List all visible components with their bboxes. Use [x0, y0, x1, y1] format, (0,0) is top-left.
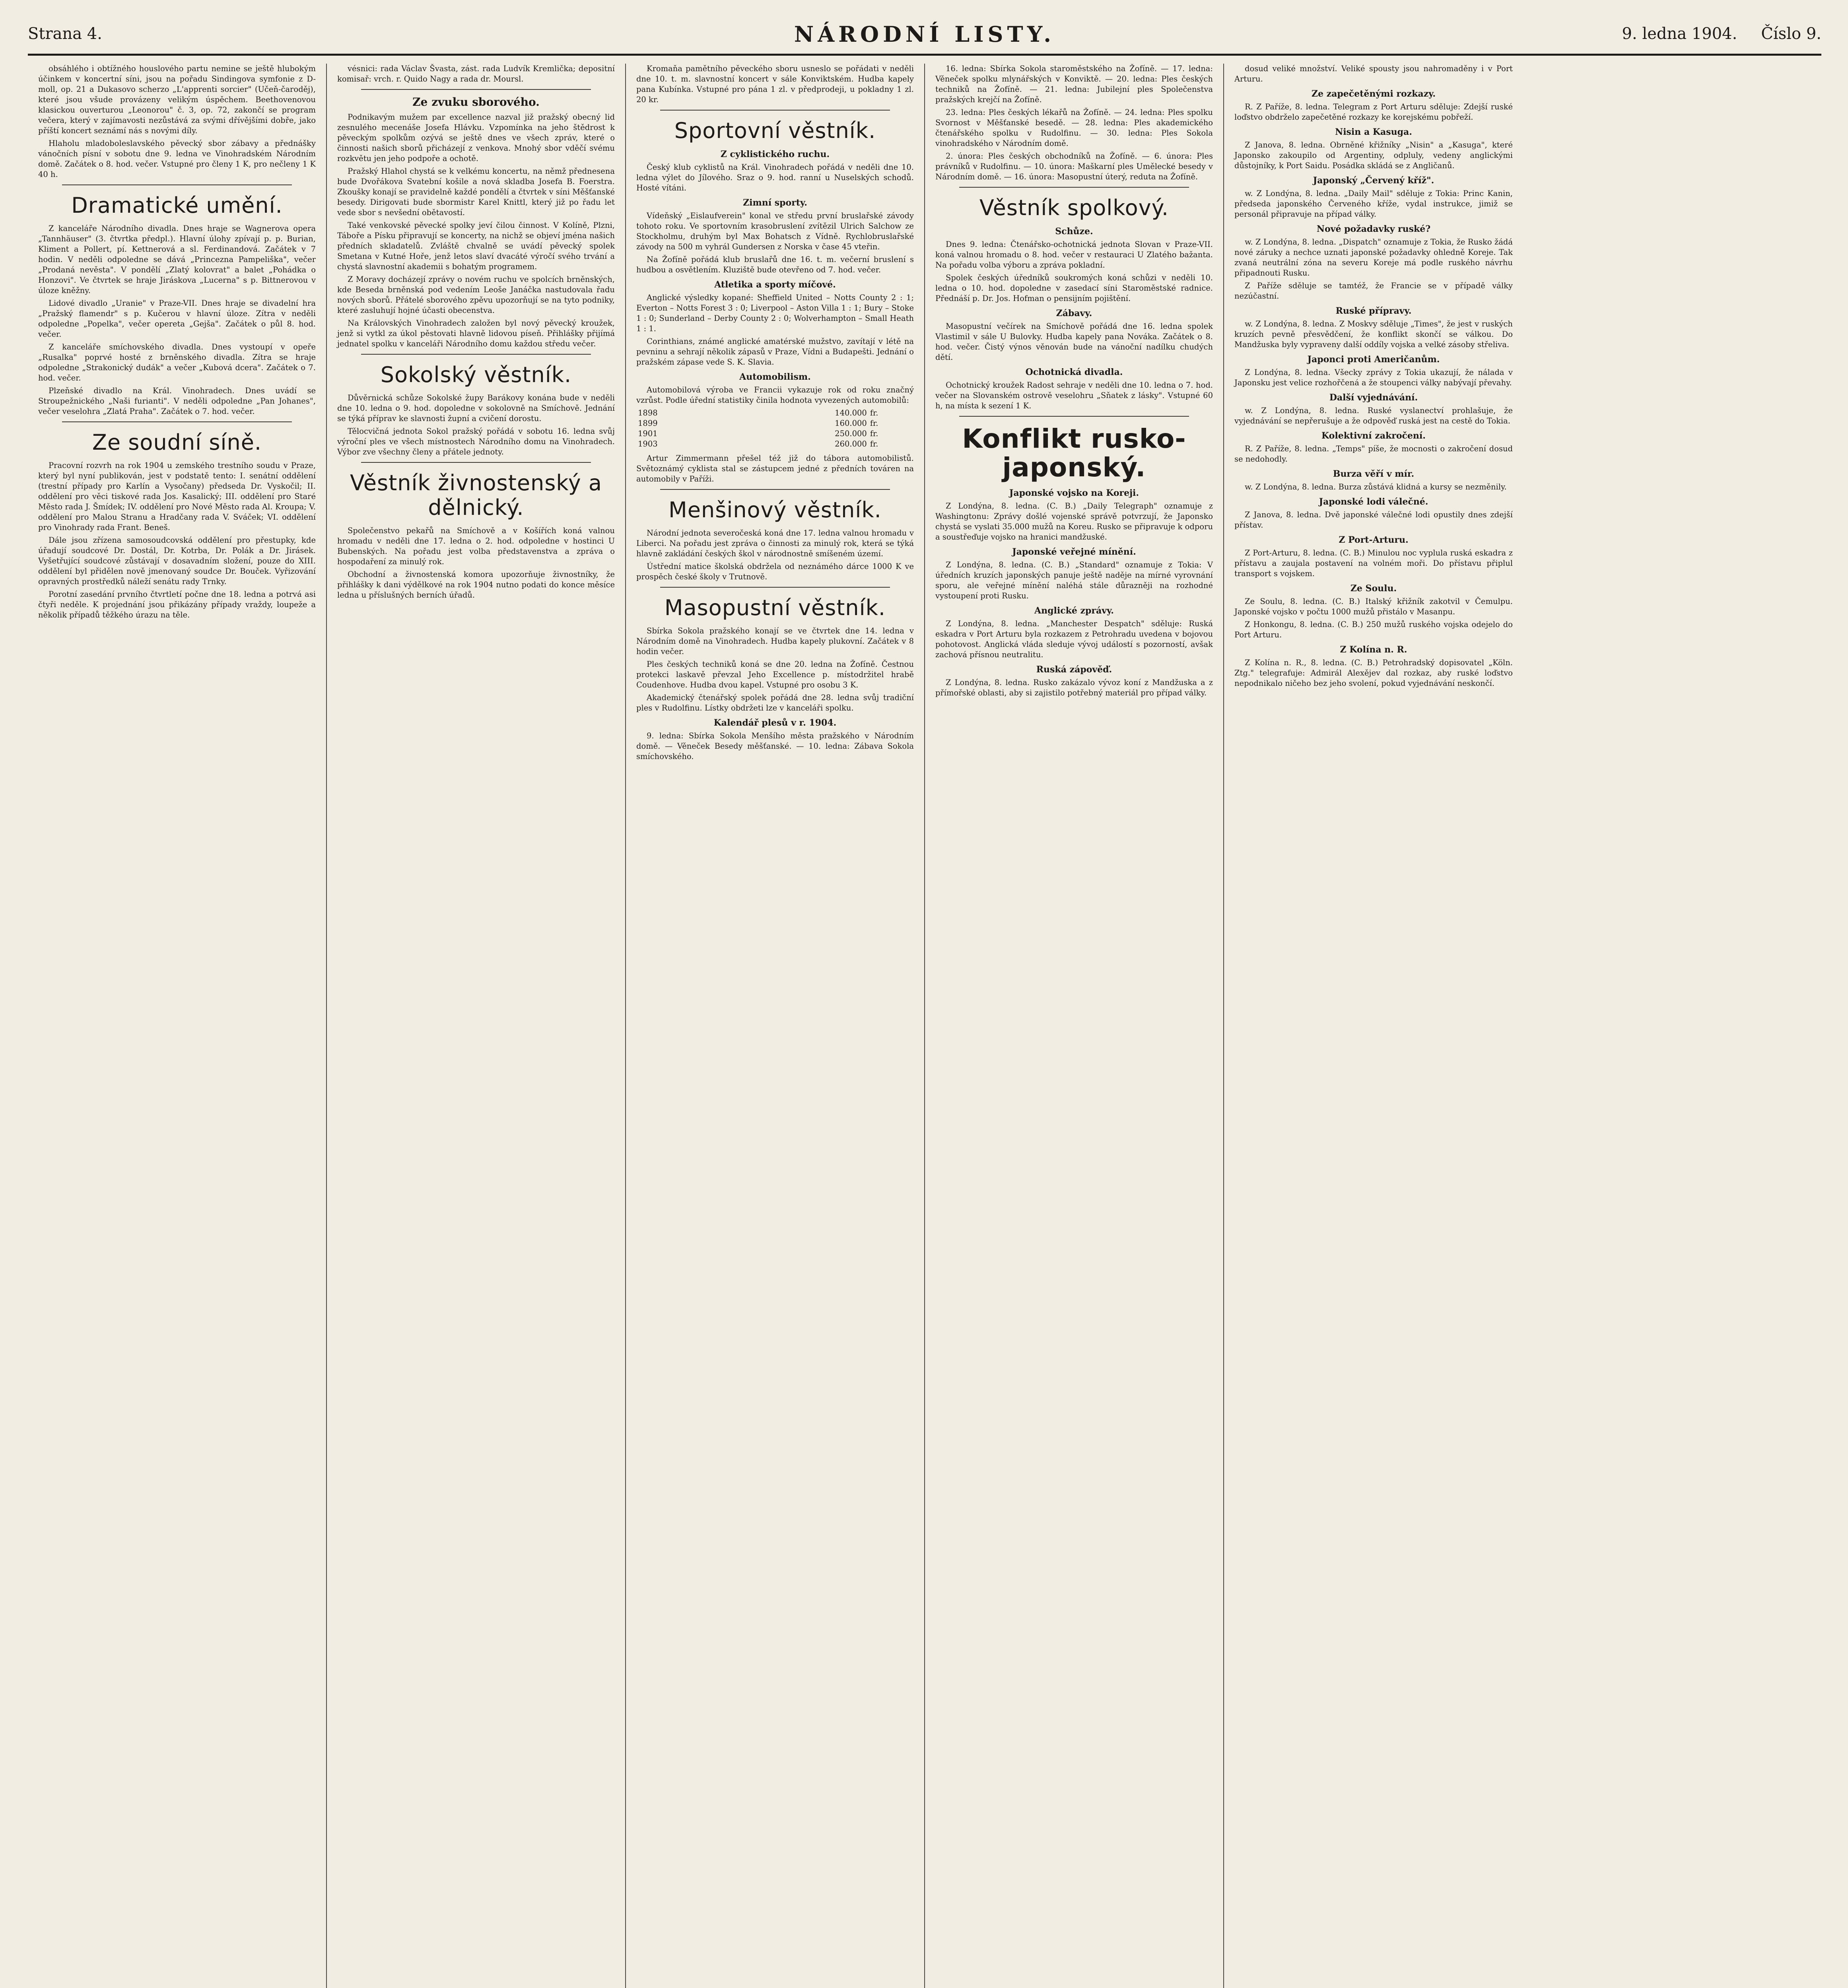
paragraph: Ochotnický kroužek Radost sehraje v neděli dne 10. ledna o 7. hod. večer na Slovanském ostrově veselohru „Sňatek z lásky". Vstupné 60 h, na místa k sezení 1 K.: [935, 381, 1213, 410]
subheading: Anglické zprávy.: [1034, 606, 1114, 616]
table-cell: 1899: [638, 419, 658, 428]
column-1: [28, 64, 327, 1988]
masthead: [28, 16, 1821, 56]
divider: [62, 184, 292, 185]
paragraph: w. Z Londýna, 8. ledna. „Daily Mail" sděluje z Tokia: Princ Kanin, předseda japonského Červeného kříže, vydal instrukce, jimiž se personál připravuje na případ války.: [1234, 189, 1513, 219]
subheading: Zábavy.: [1056, 308, 1092, 318]
subheading: Ochotnická divadla.: [1025, 367, 1123, 377]
subheading: Ruské přípravy.: [1335, 306, 1412, 316]
paragraph: 9. ledna: Sbírka Sokola Menšího města pražského v Národním domě. — Věneček Besedy měšťanské. — 10. ledna: Zábava Sokola smíchovského.: [636, 731, 914, 761]
subheading: Zimní sporty.: [743, 198, 807, 208]
subheading: Ze zapečetěnými rozkazy.: [1311, 89, 1436, 99]
paragraph: w. Z Londýna, 8. ledna. Z Moskvy sděluje „Times", že jest v ruských kruzích pevně přesvědčení, že konflikt skončí se válkou. Do Mandžuska byly vypraveny další oddíly vojska a velké zásoby střeliva.: [1234, 319, 1513, 349]
divider: [660, 110, 890, 111]
paragraph: Anglické výsledky kopané: Sheffield United – Notts County 2 : 1; Everton – Notts Forest 3 : 0; Liverpool – Aston Villa 1 : 1; Bury – Stoke 1 : 0; Sunderland – Derby County 2 : 0; Wolverhampton – Small Heath 1 : 1.: [636, 293, 914, 333]
paragraph: obsáhlého i obtížného houslového partu nemine se ještě hlubokým účinkem v koncertní síni, jsou na pořadu Sindingova symfonie z D-moll, op. 21 a Dukasovo scherzo „L'apprenti sorcier" (Učeň-čaroděj), které jsou všude provázeny velikým úspěchem. Beethovenovou klasickou ouverturou „Leonorou" č. 3, op. 72, zakončí se program večera, který v zajímavosti nezůstává za svými dřívějšími dobře, jako příští koncert seznámí nás s novými díly.: [38, 64, 316, 135]
subheading: Ruská zápověď.: [1036, 664, 1112, 675]
subheading: Schůze.: [1055, 226, 1093, 237]
table-cell: 1903: [638, 439, 658, 448]
subheading: Atletika a sporty míčové.: [714, 280, 836, 290]
paragraph: Dále jsou zřízena samosoudcovská oddělení pro přestupky, kde úřadují soudcové Dr. Dostál, Dr. Kotrba, Dr. Polák a Dr. Jirásek. Vyšetřující soudcové zůstávají v dosavadním složení, pouze do XIII. oddělení byl přidělen nově jmenovaný soudce Dr. Bouček. Vyřizování opravných prostředků náleží senátu rady Trnky.: [38, 536, 316, 586]
paragraph: Z Kolína n. R., 8. ledna. (C. B.) Petrohradský dopisovatel „Köln. Ztg." telegrafuje: Admirál Alexějev dal rozkaz, aby ruské loďstvo nepodnikalo ničeho bez jeho svolení, pokud vyjednávání neskončí.: [1234, 658, 1513, 688]
subheading: Nisin a Kasuga.: [1335, 127, 1412, 137]
table-cell: fr.: [870, 408, 878, 417]
paragraph: w. Z Londýna, 8. ledna. Ruské vyslanectví prohlašuje, že vyjednávání se nepřerušuje a že odpověď ruská jest na cestě do Tokia.: [1234, 406, 1513, 425]
table-cell: fr.: [870, 429, 878, 438]
subheading: Automobilism.: [739, 372, 811, 382]
paragraph: Corinthians, známé anglické amatérské mužstvo, zavítají v létě na pevninu a sehrají několik zápasů v Praze, Vídni a Budapešti. Jednání o pražském zápase vede S. K. Slavia.: [636, 337, 914, 367]
paragraph: Obchodní a živnostenská komora upozorňuje živnostníky, že přihlášky k dani výdělkové na rok 1904 nutno podati do konce měsíce ledna u příslušných berních úřadů.: [337, 570, 615, 600]
section-heading-trade: Věstník živnostenský a dělnický.: [350, 470, 602, 520]
section-heading-minority: Menšinový věstník.: [668, 497, 882, 522]
paragraph: Pracovní rozvrh na rok 1904 u zemského trestního soudu v Praze, který byl nyní publikován, jest v podstatě tento: I. senátní oddělení (trestní případy pro Karlín a Vysočany) předseda Dr. Vyskočil; II. oddělení pro věci tiskové rada Jos. Kasalický; III. oddělení pro Staré Město rada J. Šmídek; IV. oddělení pro Nové Město rada Al. Kroupa; V. oddělení pro Malou Stranu a Hradčany rada V. Sváček; VI. oddělení pro Vinohrady rada Frant. Beneš.: [38, 461, 316, 532]
page-number: Strana 4.: [28, 25, 102, 43]
paragraph: Porotní zasedání prvního čtvrtletí počne dne 18. ledna a potrvá asi čtyři neděle. K projednání jsou přikázány případy vraždy, loupeže a několik případů těžkého úrazu na těle.: [38, 590, 316, 619]
paragraph: Z kanceláře smíchovského divadla. Dnes vystoupí v opeře „Rusalka" poprvé hosté z brněnského divadla. Zítra se hraje odpoledne „Strakonický dudák" a večer „Kubová dcera". Začátek o 7. hod. večer.: [38, 342, 316, 382]
paragraph: Z Paříže sděluje se tamtéž, že Francie se v případě války nezúčastní.: [1234, 281, 1513, 301]
divider: [62, 421, 292, 422]
paragraph: Z Janova, 8. ledna. Dvě japonské válečné lodi opustily dnes zdejší přístav.: [1234, 510, 1513, 530]
table-row: [636, 408, 914, 418]
section-heading-societies: Věstník spolkový.: [979, 195, 1169, 220]
paragraph: Na Žofíně pořádá klub bruslařů dne 16. t. m. večerní bruslení s hudbou a osvětlením. Kluziště bude otevřeno od 7. hod. večer.: [636, 255, 914, 274]
paragraph: Český klub cyklistů na Král. Vinohradech pořádá v neděli dne 10. ledna výlet do Jílového. Sraz o 9. hod. ranní u Nuselských schodů. Hosté vítáni.: [636, 163, 914, 192]
table-cell: fr.: [870, 419, 878, 428]
divider: [959, 187, 1189, 188]
paragraph: Z Londýna, 8. ledna. Rusko zakázalo vývoz koní z Mandžuska a z přímořské oblasti, aby si zajistilo potřebný materiál pro případ války.: [935, 678, 1213, 697]
date-issue: [1598, 25, 1821, 43]
export-table: [636, 408, 914, 449]
table-cell: 250.000: [835, 429, 867, 438]
paragraph: Národní jednota severočeská koná dne 17. ledna valnou hromadu v Liberci. Na pořadu jest zpráva o činnosti za minulý rok, která se týká hlavně zakládání českých škol v národnostně smíšeném území.: [636, 528, 914, 558]
divider: [361, 89, 591, 90]
paragraph: Z Londýna, 8. ledna. Všecky zprávy z Tokia ukazují, že nálada v Japonsku jest velice rozhořčená a že stoupenci války nabývají převahy.: [1234, 368, 1513, 387]
paragraph: w. Z Londýna, 8. ledna. Burza zůstává klidná a kursy se nezměnily.: [1245, 482, 1507, 491]
paragraph: Také venkovské pěvecké spolky jeví čilou činnost. V Kolíně, Plzni, Táboře a Písku připravují se koncerty, na nichž se objeví jména našich předních skladatelů. Zvláště chvalně se uvádí pěvecký spolek Smetana v Kutné Hoře, jenž letos slaví dvacáté výročí svého trvání a chystá slavnostní akademii s bohatým programem.: [337, 221, 615, 271]
table-row: [636, 418, 914, 429]
paragraph: w. Z Londýna, 8. ledna. „Dispatch" oznamuje z Tokia, že Rusko žádá nové záruky a nechce uznati japonské požadavky ohledně Koreje. Tak zvaná neutrální zóna na severu Koreje má podle ruského návrhu připadnouti Rusku.: [1234, 237, 1513, 278]
divider: [660, 489, 890, 490]
paragraph: Z Londýna, 8. ledna. „Manchester Despatch" sděluje: Ruská eskadra v Port Arturu byla rozkazem z Petrohradu uvedena v bojovou pohotovost. Anglická vláda sleduje vývoj událostí s pozorností, avšak zachová přísnou neutralitu.: [935, 619, 1213, 659]
paragraph: Na Královských Vinohradech založen byl nový pěvecký kroužek, jenž si vytkl za úkol pěstovati hlavně lidovou píseň. Přihlášky přijímá jednatel spolku v kanceláři Národního domu každou středu večer.: [337, 318, 615, 348]
divider: [361, 354, 591, 355]
subheading: Kalendář plesů v r. 1904.: [713, 718, 837, 728]
section-heading-sport: Sportovní věstník.: [674, 118, 876, 143]
paragraph: Z Londýna, 8. ledna. (C. B.) „Daily Telegraph" oznamuje z Washingtonu: Zprávy došlé vojenské správě potvrzují, že Japonsko chystá se vyslati 35.000 mužů na Koreu. Rusko se připravuje k odporu a soustřeďuje vojsko na hranici mandžuské.: [935, 501, 1213, 542]
paragraph: Podnikavým mužem par excellence nazval již pražský obecný lid zesnulého mecenáše Josefa Hlávku. Vzpomínka na jeho štědrost k pěveckým spolkům ozývá se ještě dnes ve všech zpráv, které o činnosti našich sborů přicházejí z venkova. Mnohý sbor vděčí svému rozkvětu jen jeho podpoře a ochotě.: [337, 113, 615, 163]
divider: [361, 462, 591, 463]
paragraph: vésnici: rada Václav Švasta, zást. rada Ludvík Kremlička; depositní komisař: vrch. r. Quido Nagy a rada dr. Moursl.: [337, 64, 615, 83]
subheading: Další vyjednávání.: [1329, 392, 1418, 403]
paragraph: Ze Soulu, 8. ledna. (C. B.) Italský křižník zakotvil v Čemulpu. Japonské vojsko v počtu 1000 mužů přistálo v Masanpu.: [1234, 597, 1513, 616]
subheading: Nové požadavky ruské?: [1316, 224, 1431, 234]
subheading: Z Kolína n. R.: [1340, 645, 1407, 655]
paragraph: Společenstvo pekařů na Smíchově a v Košířích koná valnou hromadu v neděli dne 17. ledna o 2. hod. odpoledne v hostinci U Bubenských. Na pořadu jest volba představenstva a zpráva o hospodaření za minulý rok.: [337, 526, 615, 566]
subheading: Burza věří v mír.: [1333, 469, 1415, 479]
paragraph: Masopustní večírek na Smíchově pořádá dne 16. ledna spolek Vlastimil v sále U Bulovky. Hudba kapely pana Nováka. Začátek o 8. hod. večer. Čistý výnos věnován bude na vánoční nadílku chudých dětí.: [935, 322, 1213, 362]
subheading: Z Port-Arturu.: [1339, 535, 1409, 545]
paragraph: R. Z Paříže, 8. ledna. Telegram z Port Arturu sděluje: Zdejší ruské loďstvo obdrželo zapečetěné rozkazy ke korejskému pobřeží.: [1234, 102, 1513, 122]
paragraph: Lidové divadlo „Uranie" v Praze-VII. Dnes hraje se divadelní hra „Pražský flamendr" s p. Kučerou v hlavní úloze. Zítra v neděli odpoledne „Popelka", večer opereta „Gejša". Začátek o půl 8. hod. večer.: [38, 299, 316, 339]
table-cell: fr.: [870, 439, 878, 448]
column-3: [626, 64, 925, 1988]
paragraph: Akademický čtenářský spolek pořádá dne 28. ledna svůj tradiční ples v Rudolfinu. Lístky obdržeti lze v kanceláři spolku.: [636, 693, 914, 712]
paragraph: Z Port-Arturu, 8. ledna. (C. B.) Minulou noc vyplula ruská eskadra z přístavu a zaujala postavení na volném moři. Do přístavu připlul transport s vojskem.: [1234, 548, 1513, 578]
section-heading-sokol: Sokolský věstník.: [380, 362, 572, 387]
paragraph: Pražský Hlahol chystá se k velkému koncertu, na němž přednesena bude Dvořákova Svatební košile a nová skladba Josefa B. Foerstra. Zkoušky konají se pravidelně každé pondělí a čtvrtek v síni Měšťanské besedy. Dirigovati bude sbormistr Karel Knittl, který již po řadu let vede sbor s nevšední obětavostí.: [337, 167, 615, 217]
table-cell: 160.000: [835, 419, 867, 428]
subheading: Kolektivní zakročení.: [1321, 431, 1426, 441]
issue-number: Číslo 9.: [1761, 25, 1821, 43]
paragraph: Sbírka Sokola pražského konají se ve čtvrtek dne 14. ledna v Národním domě na Vinohradech. Hudba kapely plukovní. Začátek v 8 hodin večer.: [636, 626, 914, 656]
paragraph: Kromaňa pamětního pěveckého sboru usneslo se pořádati v neděli dne 10. t. m. slavnostní koncert v sále Konviktském. Hudba kapely pana Kubínka. Vstupné pro pána 1 zl. v předprodeji, u pokladny 1 zl. 20 kr.: [636, 64, 914, 104]
subheading: Japonské lodi válečné.: [1319, 497, 1428, 507]
paragraph: 23. ledna: Ples českých lékařů na Žofíně. — 24. ledna: Ples spolku Svornost v Měšťanské besedě. — 28. ledna: Ples akademického čtenářského spolku v Rudolfinu. — 30. ledna: Ples Sokola vinohradského v Národním domě.: [935, 108, 1213, 148]
subheading: Z cyklistického ruchu.: [720, 149, 830, 159]
paragraph: Z Moravy docházejí zprávy o novém ruchu ve spolcích brněnských, kde Beseda brněnská pod vedením Leoše Janáčka nastudovala řadu nových sborů. Přátelé sborového zpěvu upozorňují se na tyto podniky, které zasluhují hojné účasti obecenstva.: [337, 275, 615, 315]
page-columns: [28, 64, 1821, 1988]
paragraph: 16. ledna: Sbírka Sokola staroměstského na Žofíně. — 17. ledna: Věneček spolku mlynářských v Konviktě. — 20. ledna: Ples českých techniků na Žofíně. — 21. ledna: Jubilejní ples Společenstva pražských krejčí na Žofíně.: [935, 64, 1213, 104]
subheading: Japonský „Červený kříž".: [1313, 175, 1434, 186]
divider: [660, 587, 890, 588]
table-cell: 1898: [638, 408, 658, 417]
paragraph: R. Z Paříže, 8. ledna. „Temps" píše, že mocnosti o zakročení dosud se nedohodly.: [1234, 444, 1513, 464]
section-heading-drama: Dramatické umění.: [71, 193, 283, 218]
paragraph: Tělocvičná jednota Sokol pražský pořádá v sobotu 16. ledna svůj výroční ples ve všech místnostech Národního domu na Vinohradech. Výbor zve všechny členy a přátele jednoty.: [337, 427, 615, 456]
paragraph: Vídeňský „Eislaufverein" konal ve středu první bruslařské závody tohoto roku. Ve sportovním krasobruslení zvítězil Ulrich Salchow ze Stockholmu, druhým byl Max Bohatsch z Vídně. Rychlobruslařské závody na 500 m vyhrál Gundersen z Norska v čase 45 vteřin.: [636, 211, 914, 251]
column-5: [1224, 64, 1523, 1988]
issue-date: 9. ledna 1904.: [1622, 25, 1737, 43]
paragraph: Z Honkongu, 8. ledna. (C. B.) 250 mužů ruského vojska odejelo do Port Arturu.: [1234, 620, 1513, 639]
paragraph: Z kanceláře Národního divadla. Dnes hraje se Wagnerova opera „Tannhäuser" (3. čtvrtka předpl.). Hlavní úlohy zpívají p. p. Burian, Kliment a Pollert, pí. Kettnerová a sl. Ferdinandová. Začátek v 7 hodin. V neděli odpoledne se dává „Princezna Pampeliška", večer „Prodaná nevěsta". V pondělí „Zlatý kolovrat" a balet „Pohádka o Honzovi". Ve čtvrtek se hraje Jiráskova „Lucerna" s p. Bittnerovou v úloze kněžny.: [38, 224, 316, 295]
section-heading-conflict: Konflikt rusko-japonský.: [962, 423, 1186, 483]
paragraph: Plzeňské divadlo na Král. Vinohradech. Dnes uvádí se Stroupežnického „Naši furianti". V neděli odpoledne „Pan Johanes", večer veselohra „Zlatá Praha". Začátek o 7. hod. večer.: [38, 386, 316, 416]
subheading: Japonské vojsko na Koreji.: [1009, 488, 1139, 498]
paragraph: 2. února: Ples českých obchodníků na Žofíně. — 6. února: Ples právníků v Rudolfinu. — 10. února: Maškarní ples Umělecké besedy v Národním domě. — 16. února: Masopustní úterý, reduta na Žofíně.: [935, 151, 1213, 181]
section-heading-choral: Ze zvuku sborového.: [412, 95, 540, 109]
paragraph: Artur Zimmermann přešel též již do tábora automobilistů. Světoznámý cyklista stal se zástupcem jedné z předních továren na automobily v Paříži.: [636, 454, 914, 483]
newspaper-title: NÁRODNÍ LISTY.: [794, 21, 1055, 47]
table-cell: 1901: [638, 429, 658, 438]
subheading: Japonské veřejné mínění.: [1012, 547, 1136, 557]
subheading: Japonci proti Američanům.: [1307, 354, 1440, 365]
table-cell: 260.000: [835, 439, 867, 448]
column-2: [327, 64, 626, 1988]
divider: [959, 416, 1189, 417]
table-cell: 140.000: [835, 408, 867, 417]
table-row: [636, 429, 914, 439]
column-4: [925, 64, 1224, 1988]
section-heading-court: Ze soudní síně.: [92, 430, 262, 455]
paragraph: Z Janova, 8. ledna. Obrněné křižníky „Nisin" a „Kasuga", které Japonsko zakoupilo od Argentiny, odpluly, vedeny anglickými důstojníky, k Port Saidu. Posádka skládá se z Angličanů.: [1234, 140, 1513, 170]
section-heading-carnival: Masopustní věstník.: [664, 595, 886, 620]
subheading: Ze Soulu.: [1350, 583, 1397, 594]
paragraph: Spolek českých úředníků soukromých koná schůzi v neděli 10. ledna o 10. hod. dopoledne v zasedací síni Staroměstské radnice. Přednáší p. Dr. Jos. Hofman o pensijním pojištění.: [935, 273, 1213, 303]
paragraph: Důvěrnická schůze Sokolské župy Barákovy konána bude v neděli dne 10. ledna o 9. hod. dopoledne v sokolovně na Smíchově. Jednání se týká příprav ke slavnosti župní a cvičení dorostu.: [337, 393, 615, 423]
paragraph: Ples českých techniků koná se dne 20. ledna na Žofíně. Čestnou protekci laskavě převzal Jeho Excellence p. místodržitel hrabě Coudenhove. Hudba dvou kapel. Vstupné pro osobu 3 K.: [636, 660, 914, 689]
table-row: [636, 439, 914, 449]
paragraph: Hlaholu mladoboleslavského pěvecký sbor zábavy a přednášky vánočních písní v sobotu dne 9. ledna ve Vinohradském Národním domě. Začátek o 8. hod. večer. Vstupné pro členy 1 K, pro nečleny 1 K 40 h.: [38, 139, 316, 179]
paragraph: Z Londýna, 8. ledna. (C. B.) „Standard" oznamuje z Tokia: V úředních kruzích japonských panuje ještě naděje na mírné vyrovnání sporu, ale veřejné mínění naléhá stále důrazněji na rozhodné vystoupení proti Rusku.: [935, 560, 1213, 600]
paragraph: Dnes 9. ledna: Čtenářsko-ochotnická jednota Slovan v Praze-VII. koná valnou hromadu o 8. hod. večer v restauraci U Zlatého bažanta. Na pořadu volba výboru a zpráva pokladní.: [935, 240, 1213, 270]
paragraph: Automobilová výroba ve Francii vykazuje rok od roku značný vzrůst. Podle úřední statistiky činila hodnota vyvezených automobilů:: [636, 385, 914, 405]
paragraph: dosud veliké množství. Veliké spousty jsou nahromaděny i v Port Arturu.: [1234, 64, 1513, 83]
paragraph: Ústřední matice školská obdržela od neznámého dárce 1000 K ve prospěch české školy v Trutnově.: [636, 562, 914, 581]
